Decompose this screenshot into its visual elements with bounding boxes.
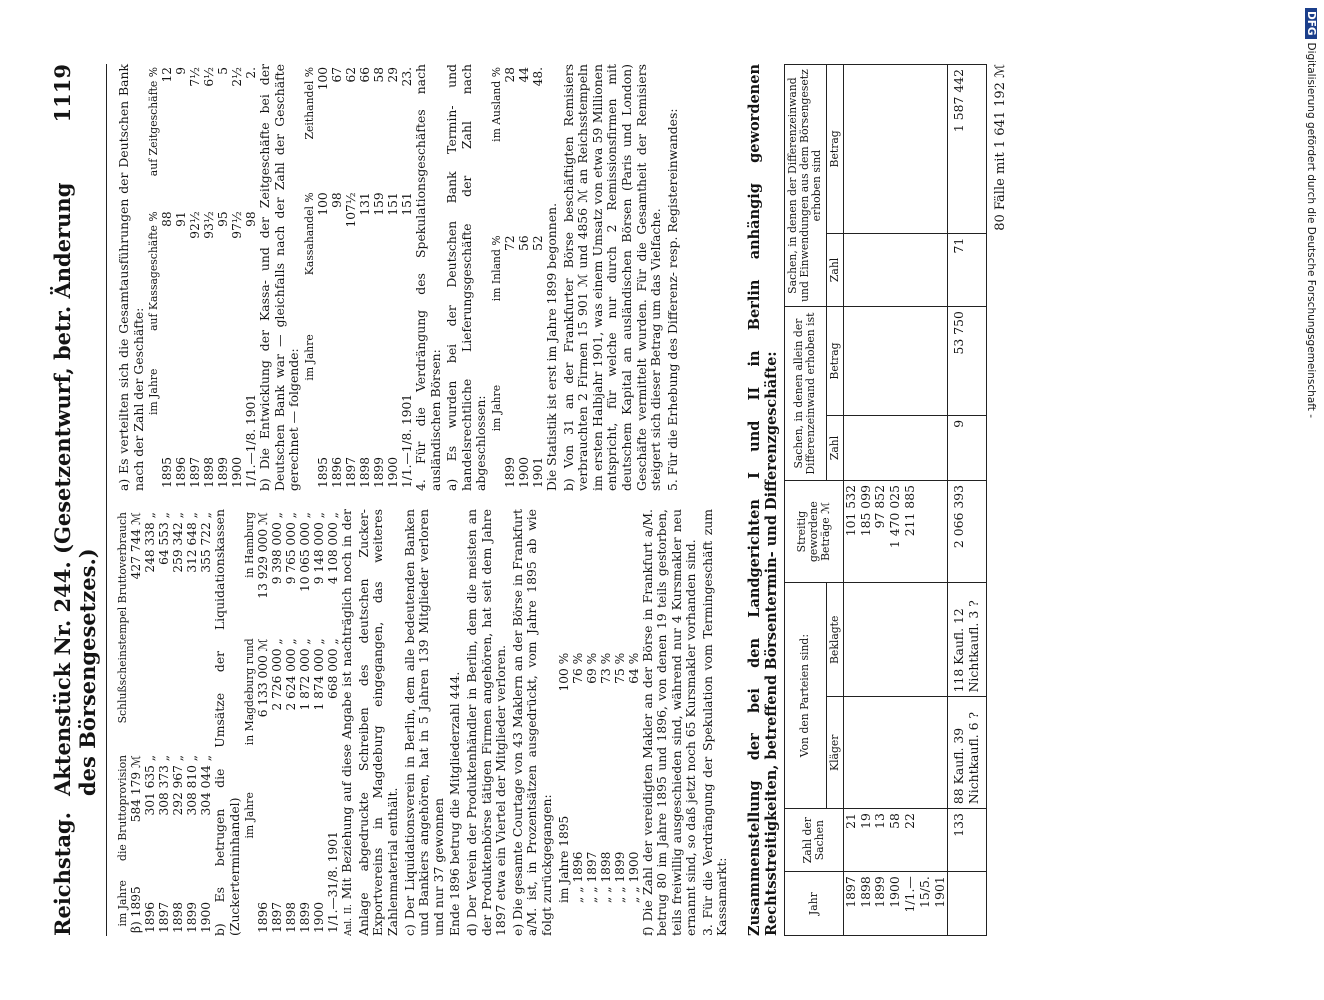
sum-count: 22 [903, 809, 948, 872]
beta-year: 1896 [143, 901, 157, 933]
kassen-magdeburg: 6 133 000 ℳ [256, 638, 271, 718]
kassen-header-magdeburg: in Magdeburg rund [243, 638, 257, 746]
beta-provision: 584 179 ℳ [129, 754, 143, 823]
a-year: 1899 [216, 456, 231, 488]
sum-header-einwand-zahl: Zahl [826, 233, 843, 306]
sum-total-allein-betrag: 53 750 [948, 307, 987, 416]
sum-count: 58 [888, 809, 903, 872]
rotated-document-page [50, 50, 1230, 950]
c-inland: 56 [516, 235, 531, 251]
b-zeit: 100 [315, 67, 330, 91]
a-zeit: 9 [174, 67, 189, 75]
beta-stempel: 248 338 „ [143, 512, 157, 573]
kassen-year: 1899 [298, 901, 313, 933]
section-3-paragraph: 3. Für die Verdrängung der Spekulation vom Termingeschäft zum Kassamarkt: [699, 509, 730, 936]
kassen-hamburg: 9 398 000 „ [270, 512, 285, 585]
kassen-year: 1900 [312, 901, 327, 933]
beta-stempel: 355 722 „ [199, 512, 213, 573]
b-kasse: 100 [315, 192, 330, 216]
sum-header-allein-betrag: Betrag [826, 307, 843, 416]
b-zeit: 58 [371, 67, 386, 83]
beta-provision: 308 373 „ [157, 754, 171, 816]
d-paragraph: d) Der Verein der Produktenhändler in Berlin, dem die meisten an der Produktenbörse tätigen Firmen angehören, hat seit dem Jahre 1897 etwa ein Viertel der Mitglieder verloren. [463, 509, 509, 936]
c-year: 1899 [502, 456, 517, 488]
beta-header-year: im Jahre [116, 880, 129, 927]
kassen-year: 1896 [256, 901, 271, 933]
c-header-inland: im Inland % [489, 235, 503, 302]
sum-count: 21 [843, 809, 858, 872]
c-header-ausland: im Ausland % [489, 67, 503, 142]
beta-year: 1899 [185, 901, 199, 933]
a-year: 1896 [174, 456, 189, 488]
kassen-magdeburg: 1 872 000 „ [298, 638, 313, 711]
b-header-year: im Jahre [302, 334, 316, 381]
c-inland: 72 [502, 235, 517, 251]
a-paragraph: a) Es verteilten sich die Gesamtausführungen der Deutschen Bank nach der Zahl der Geschäfte: [116, 64, 146, 491]
a-zeit: 7½ [188, 67, 203, 87]
summary-total-row [948, 65, 987, 936]
b-year: 1899 [371, 456, 386, 488]
kassen-year: 1/1.—31/8. 1901 [326, 831, 341, 933]
a-zeit: 6½ [202, 67, 217, 87]
c-year: 1901 [530, 456, 545, 488]
courtage-percent: 75 % [612, 652, 627, 684]
kassen-magdeburg: 2 726 000 „ [270, 638, 285, 711]
b-kasse: 131 [357, 192, 372, 216]
sum-total-einwand-betrag: 1 587 442 [948, 65, 987, 234]
beta-year: 1898 [171, 901, 185, 933]
kassen-hamburg: 13 929 000 ℳ [256, 512, 271, 599]
a-kasse: 88 [160, 211, 175, 227]
sum-header-zahl: Zahl der Sachen [785, 809, 844, 872]
sum-year: 1899 [873, 872, 888, 936]
b-kasse: 151 [385, 192, 400, 216]
b-year: 1896 [329, 456, 344, 488]
sum-header-parteien: Von den Parteien sind: [785, 583, 827, 809]
beta-stempel: 64 553 „ [157, 512, 171, 565]
sum-amount: 1 470 025 [888, 481, 903, 583]
sum-header-beklagte: Beklagte [826, 583, 843, 697]
b-paragraph: b) Es betrugen die Umsätze der Liquidationskassen (Zuckerterminhandel) [212, 509, 242, 936]
a-zeit: 12 [160, 67, 175, 83]
e-paragraph: e) Die gesamte Courtage von 43 Maklern an der Börse in Frankfurt a/M. ist, in Prozentsätzen ausgedrückt, vom Jahre 1895 ab wie folgt zurückgegangen: [509, 509, 554, 936]
courtage-table [557, 650, 641, 906]
a-year: 1895 [160, 456, 175, 488]
kassen-year: 1898 [284, 901, 299, 933]
kassen-magdeburg: 2 624 000 „ [284, 638, 299, 711]
b-table [304, 64, 414, 491]
kassen-hamburg: 10 065 000 „ [298, 512, 313, 592]
sum-amount: 211 885 [903, 481, 948, 583]
f-paragraph: f) Die Zahl der vereidigten Makler an der Börse in Frankfurt a/M. betrug 80 im Jahre 1895 und 1896, von denen 19 teils gestorben, teils freiwillig ausgeschieden sind, während nur 4 Kursmakler neu ernannt sind, so daß jetzt noch 65 Kursmakler vorhanden sind. [639, 509, 699, 936]
a-year: 1897 [188, 456, 203, 488]
beta-year: 1895 [129, 886, 143, 918]
beta-header-provision: die Bruttoprovision [116, 754, 129, 861]
sum-header-streitig: Streitig gewordene Beträge ℳ [785, 481, 844, 583]
kassen-magdeburg: 668 000 „ [326, 638, 341, 699]
sum-header-klaeger: Kläger [826, 697, 843, 809]
courtage-year: im Jahre 1895 [556, 815, 571, 903]
a-table [148, 64, 258, 491]
beta-provision: 292 967 „ [171, 754, 185, 816]
c-header-year: im Jahre [489, 384, 503, 432]
kassen-year: 1897 [270, 901, 285, 933]
b-kasse: 159 [371, 192, 386, 216]
c-inland: 52 [530, 235, 545, 251]
beta-year: 1900 [199, 901, 213, 933]
sum-total-allein-zahl: 9 [948, 415, 987, 480]
summary-footer: 80 Fälle mit 1 641 192 ℳ [993, 64, 1009, 231]
a-year: 1898 [202, 456, 217, 488]
a-kasse: 97½ [230, 211, 245, 239]
sum-header-allein: Sachen, in denen allein der Differenzeinwand erhoben ist [785, 307, 827, 481]
a-zeit: 5 [216, 67, 231, 75]
b-year: 1/1.—1/8. 1901 [399, 393, 414, 488]
beta-provision: 301 635 „ [143, 754, 157, 816]
header-center: Aktenstück Nr. 244. (Gesetzentwurf, betr. Änderung des Börsengesetzes.) [50, 182, 100, 797]
sum-amount: 101 532 [843, 481, 858, 583]
c-paragraph: c) Der Liquidationsverein in Berlin, dem alle bedeutenden Banken und Bankiers angehören, hat in 5 Jahren 139 Mitglieder verloren und nur 37 gewonnen [401, 509, 446, 936]
sum-total-count: 133 [948, 809, 987, 872]
sum-header-allein-zahl: Zahl [826, 415, 843, 480]
section-4-paragraph: 4. Für die Verdrängung des Spekulationsgeschäftes nach ausländischen Börsen: [412, 64, 443, 491]
a-zeit: 2. [244, 67, 259, 79]
b-right-paragraph: b) Die Entwicklung der Kassa- und der Zeitgeschäfte bei der Deutschen Bank war — gleichfalls nach der Zahl der Geschäfte gerechnet — folgende: [257, 64, 302, 491]
courtage-percent: 76 % [570, 652, 585, 684]
b-zeit: 67 [329, 67, 344, 83]
sum-year: 1900 [888, 872, 903, 936]
c-table [491, 64, 545, 491]
page-header [50, 64, 107, 936]
margin-note: Anl. II. [344, 904, 355, 936]
beta-table [117, 509, 213, 936]
sum-amount: 185 099 [859, 481, 874, 583]
kassen-header-year: im Jahre [243, 792, 257, 839]
header-left: Reichstag. [50, 812, 75, 936]
a-kasse: 98 [244, 211, 259, 227]
b-year: 1895 [315, 456, 330, 488]
kassen-header-hamburg: in Hamburg [243, 512, 257, 578]
a-year: 1900 [230, 456, 245, 488]
b-kasse: 151 [399, 192, 414, 216]
a-header-year: im Jahre [147, 368, 161, 416]
a-kasse: 92½ [188, 211, 203, 239]
statistik-paragraph: Die Statistik ist erst im Jahre 1899 begonnen. [543, 202, 559, 491]
summary-title: Zusammenstellung der bei den Landgerichten I und II in Berlin anhängig gewordenen Rechtsstreitigkeiten, betreffend Börsentermin- und Differenzgeschäfte: [746, 64, 781, 936]
b-header-zeit: Zeithandel % [302, 67, 316, 140]
beta-header-stempel: Schlußscheinstempel Bruttoverbrauch [116, 512, 129, 724]
right-column [117, 64, 732, 491]
c2-paragraph: Ende 1896 betrug die Mitgliederzahl 444. [447, 671, 463, 936]
courtage-percent: 69 % [584, 652, 599, 684]
courtage-percent: 73 % [598, 652, 613, 684]
a-kasse: 91 [174, 211, 189, 227]
b-zeit: 66 [357, 67, 372, 83]
a-zeit: 2½ [230, 67, 245, 87]
a-year: 1/1.—1/8. 1901 [244, 393, 259, 488]
courtage-year: „ „ 1896 [570, 851, 585, 903]
sum-total-amount: 2 066 393 [948, 481, 987, 583]
beta-label: β) [129, 921, 143, 933]
kassen-hamburg: 9 765 000 „ [284, 512, 299, 585]
courtage-percent: 100 % [556, 652, 571, 692]
c-ausland: 28 [502, 67, 517, 83]
annex-paragraph: Mit Beziehung auf diese Angabe ist nachträglich noch in der Anlage abgedruckte Schreiben des deutschen Zucker-Exportvereins in Magdeburg eingegangen, das weiteres Zahlenmaterial enthält. [339, 509, 400, 936]
sum-total-einwand-zahl: 71 [948, 233, 987, 306]
beta-year: 1897 [157, 901, 171, 933]
sum-count: 19 [859, 809, 874, 872]
kassen-hamburg: 4 108 000 „ [326, 512, 341, 585]
beta-stempel: 312 648 „ [185, 512, 199, 573]
a-kasse: 93½ [202, 211, 217, 239]
b-zeit: 23. [399, 67, 414, 87]
sum-year: 1/1.—15/5. 1901 [903, 872, 948, 936]
b-kasse: 98 [329, 192, 344, 208]
b-header-kasse: Kassahandel % [302, 192, 316, 276]
kassen-magdeburg: 1 874 000 „ [312, 638, 327, 711]
left-column [117, 509, 732, 936]
beta-stempel: 259 342 „ [171, 512, 185, 573]
sum-count: 13 [873, 809, 888, 872]
beta-stempel: 427 744 ℳ [129, 512, 143, 580]
kassen-hamburg: 9 148 000 „ [312, 512, 327, 585]
courtage-percent: 64 % [626, 652, 641, 684]
a-header-kasse: auf Kassageschäfte % [147, 211, 161, 331]
sum-header-einwand: Sachen, in denen der Differenzeinwand und Einwendungen aus dem Börsengesetz erhoben sind [785, 65, 827, 307]
kassen-table [244, 509, 340, 936]
summary-table [784, 64, 987, 936]
sum-total-klaeger: 88 Kaufl. 39 Nichtkaufl. 6 ? [948, 697, 987, 809]
sum-total-beklagte: 118 Kaufl. 12 Nichtkaufl. 3 ? [948, 583, 987, 697]
courtage-year: „ „ 1899 [612, 851, 627, 903]
b-zeit: 29 [385, 67, 400, 83]
courtage-year: „ „ 1898 [598, 851, 613, 903]
courtage-year: „ „ 1900 [626, 851, 641, 903]
page-number: 1119 [50, 64, 75, 123]
c-ausland: 48. [530, 67, 545, 87]
beta-provision: 308 810 „ [185, 754, 199, 816]
sum-amount: 97 852 [873, 481, 888, 583]
4b-paragraph: b) Von 31 an der Frankfurter Börse beschäftigten Remisiers verbrauchten 2 Firmen 15 901 ℳ und 4856 ℳ an Reichsstempeln im ersten Halbjahr 1901, was einem Umsatz von etwa 59 Millionen entspricht, für welche nur durch 2 Remissionsfirmen mit deutschem Kapital an ausländischen Börsen (Paris und London) Geschäfte vermittelt wurden. Für die Gesamtheit der Remisiers steigert sich dieser Betrag um das Vielfache. [560, 64, 664, 491]
sum-header-einwand-betrag: Betrag [826, 65, 843, 234]
c-year: 1900 [516, 456, 531, 488]
c-ausland: 44 [516, 67, 531, 83]
section-5-paragraph: 5. Für die Erhebung des Differenz- resp. Registereinwandes: [664, 108, 680, 491]
a-kasse: 95 [216, 211, 231, 227]
courtage-year: „ „ 1897 [584, 851, 599, 903]
4a-paragraph: a) Es wurden bei der Deutschen Bank Termin- und handelsrechtliche Lieferungsgeschäfte der Zahl nach abgeschlossen: [444, 64, 489, 491]
sum-year: 1898 [859, 872, 874, 936]
a-header-zeit: auf Zeitgeschäfte % [147, 67, 161, 177]
sum-header-jahr: Jahr [785, 872, 844, 936]
b-year: 1898 [357, 456, 372, 488]
b-year: 1897 [343, 456, 358, 488]
sum-year: 1897 [843, 872, 858, 936]
b-year: 1900 [385, 456, 400, 488]
dfg-sidebar [1305, 8, 1319, 988]
b-zeit: 62 [343, 67, 358, 83]
dfg-logo: DFG [1305, 8, 1317, 39]
dfg-note: Digitalisierung gefördert durch die Deutsche Forschungsgemeinschaft - [1305, 42, 1317, 419]
b-kasse: 107½ [343, 192, 358, 228]
beta-provision: 304 044 „ [199, 754, 213, 816]
